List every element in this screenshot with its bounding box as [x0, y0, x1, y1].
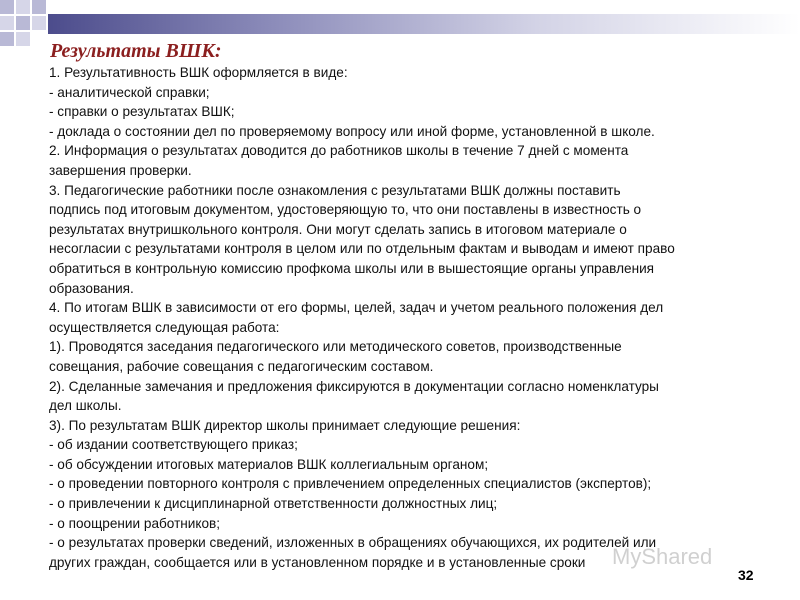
body-line: - об издании соответствующего приказ;	[49, 437, 298, 453]
decor-square	[16, 16, 30, 30]
decor-square	[0, 32, 14, 46]
body-line: 4. По итогам ВШК в зависимости от его формы, целей, задач и учетом реального положения дел	[49, 300, 664, 316]
body-line: завершения проверки.	[49, 162, 192, 178]
body-line: 2. Информация о результатах доводится до работников школы в течение 7 дней с момента	[49, 143, 629, 159]
body-line: результатах внутришкольного контроля. Они могут сделать запись в итоговом материале о	[49, 221, 627, 237]
body-line: дел школы.	[49, 398, 122, 414]
slide-body	[49, 63, 789, 572]
body-line: - о результатах проверки сведений, изложенных в обращениях обучающихся, их родителей или	[49, 535, 657, 551]
body-line: - справки о результатах ВШК;	[49, 104, 235, 120]
header-gradient-bar	[48, 14, 800, 34]
body-line: 2). Сделанные замечания и предложения фиксируются в документации согласно номенклатуры	[49, 378, 659, 394]
slide-title: Результаты ВШК:	[50, 40, 222, 62]
body-line: обратиться в контрольную комиссию профкома школы или в вышестоящие органы управления	[49, 260, 655, 276]
body-line: - аналитической справки;	[49, 84, 210, 100]
body-line: других граждан, сообщается или в установленном порядке и в установленные сроки	[49, 554, 586, 570]
decor-square	[0, 0, 14, 14]
decor-square	[32, 16, 46, 30]
page-number: 32	[738, 567, 754, 583]
decor-square	[16, 0, 30, 14]
body-line: - о проведении повторного контроля с привлечением определенных специалистов (экспертов);	[49, 476, 652, 492]
body-line: подпись под итоговым документом, удостоверяющую то, что они поставлены в известность о	[49, 202, 642, 218]
body-line: - о привлечении к дисциплинарной ответственности должностных лиц;	[49, 496, 498, 512]
body-line: 1. Результативность ВШК оформляется в виде:	[49, 65, 348, 80]
body-line: совещания, рабочие совещания с педагогическим составом.	[49, 358, 434, 374]
watermark-logo: MyShared	[612, 544, 713, 569]
body-line: - об обсуждении итоговых материалов ВШК коллегиальным органом;	[49, 456, 489, 472]
decor-square	[32, 0, 46, 14]
body-line: - о поощрении работников;	[49, 515, 221, 531]
body-line: несогласии с результатами контроля в целом или по отдельным фактам и выводам и имеют право	[49, 241, 675, 257]
body-line: 1). Проводятся заседания педагогического или методического советов, производственные	[49, 339, 622, 355]
decor-square	[0, 16, 14, 30]
decor-square	[16, 32, 30, 46]
body-line: 3). По результатам ВШК директор школы принимает следующие решения:	[49, 417, 521, 433]
body-line: - доклада о состоянии дел по проверяемому вопросу или иной форме, установленной в школе.	[49, 123, 655, 139]
body-line: 3. Педагогические работники после ознакомления с результатами ВШК должны поставить	[49, 182, 621, 198]
body-line: образования.	[49, 280, 134, 296]
body-line: осуществляется следующая работа:	[49, 319, 280, 335]
